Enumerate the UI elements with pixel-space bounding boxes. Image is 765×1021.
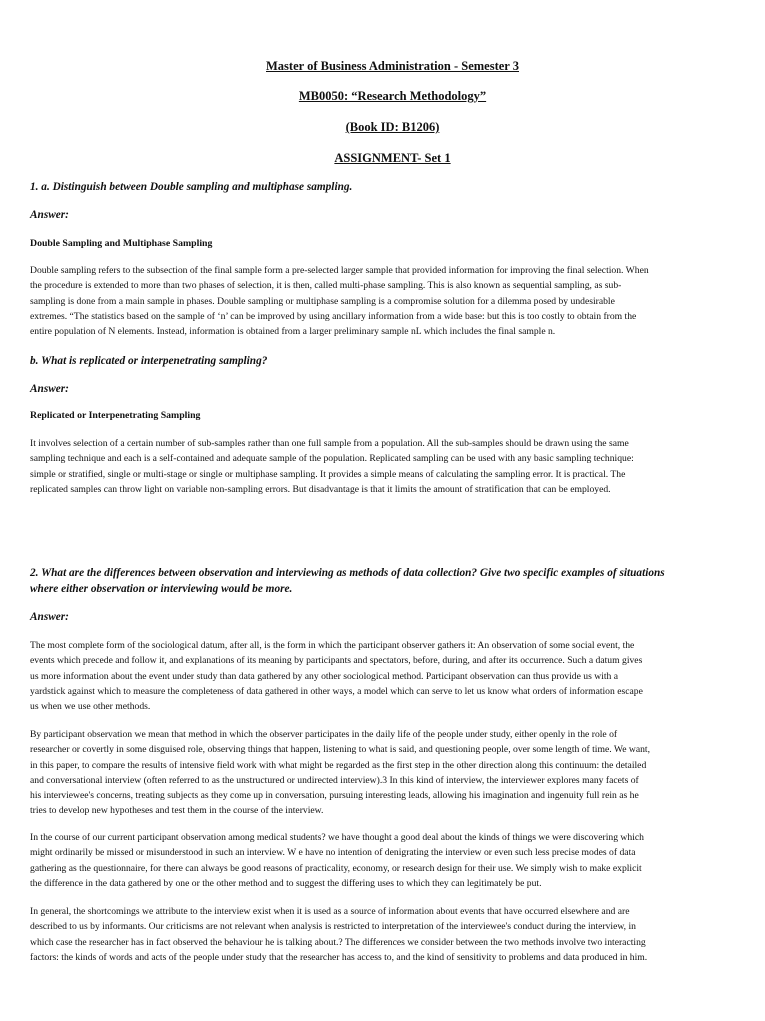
answer-label-1b: Answer: bbox=[30, 383, 69, 395]
paragraph-shortcomings: In general, the shortcomings we attribute to the interview exist when it is used as a source of information about events that have occurred elsewhere and are described to us by informants. Our criticisms are not relevant when analysis is restricted to interpretation of the interviewee's conduct during the interview, in which case the researcher has in fact observed the behaviour he is talking about.? The differences we consider between the two methods involve two interacting factors: the kinds of words and acts of the people under study that the researcher has access to, and the kind of sensitivity to problems and data produced in him. bbox=[30, 906, 648, 963]
answer-label-2: Answer: bbox=[30, 611, 69, 623]
paragraph-medical-students: In the course of our current participant observation among medical students? we have thought a good deal about the kinds of things we were discovering which might ordinarily be missed or misunderstood in such an interview. W e have no intention of denigrating the interview or even such less precise modes of data gathering as the questionnaire, for there can always be good reasons of practicality, economy, or research design for their use. We simply wish to make explicit the difference in the data gathered by one or the other method and to suggest the differing uses to which they can legitimately be put. bbox=[30, 832, 644, 889]
paragraph-participant-observation: The most complete form of the sociological datum, after all, is the form in which the participant observer gathers it: An observation of some social event, the events which precede and follow it, and explanations of its meaning by participants and spectators, before, during, and after its occurrence. Such a datum gives us more information about the event under study than data gathered by any other sociological method. Participant observation can thus provide us with a yardstick against which to measure the completeness of data gathered in other ways, a model which can serve to let us know what orders of information escape us when we use other methods. bbox=[30, 640, 643, 713]
program-title: Master of Business Administration - Semester 3 bbox=[266, 59, 519, 73]
subtitle-replicated-sampling: Replicated or Interpenetrating Sampling bbox=[30, 410, 201, 421]
subtitle-double-sampling: Double Sampling and Multiphase Sampling bbox=[30, 238, 213, 249]
question-2: 2. What are the differences between observation and interviewing as methods of data collection? Give two specific examples of situations where either observation or interviewing would be more. bbox=[30, 567, 665, 595]
assignment-title: ASSIGNMENT- Set 1 bbox=[334, 151, 451, 165]
course-title: MB0050: “Research Methodology” bbox=[298, 89, 487, 103]
paragraph-replicated-sampling: It involves selection of a certain number of sub-samples rather than one full sample from a population. All the sub-samples should be drawn using the same sampling technique and each is a self-contained and adequate sample of the population. Replicated sampling can be used with any basic sampling technique: simple or stratified, single or multi-stage or single or multiphase sampling. It provides a simple means of calculating the sampling error. It is practical. The replicated samples can throw light on variable non-sampling errors. But disadvantage is that it limits the amount of stratification that can be employed. bbox=[30, 438, 634, 495]
paragraph-double-sampling: Double sampling refers to the subsection of the final sample form a pre-selected larger sample that provided information for improving the final selection. When the procedure is extended to more than two phases of selection, it is then, called multi-phase sampling. This is also known as sequential sampling, as sub- sampling is done from a main sample in phases. Double sampling or multiphase sampling is a compromise solution for a dilemma posed by undesirable extremes. “The statistics based on the sample of ‘n’ can be improved by using ancillary information from a wide base: but this is too costly to obtain from the entire population of N elements. Instead, information is obtained from a larger preliminary sample nL which includes the final sample n. bbox=[30, 265, 649, 338]
book-id: (Book ID: B1206) bbox=[345, 120, 440, 134]
answer-label-1a: Answer: bbox=[30, 209, 69, 221]
question-1b: b. What is replicated or interpenetrating sampling? bbox=[30, 355, 268, 367]
paragraph-definition: By participant observation we mean that method in which the observer participates in the daily life of the people under study, either openly in the role of researcher or covertly in some disguised role, observing things that happen, listening to what is said, and questioning people, over some length of time. We want, in this paper, to compare the results of intensive field work with what might be regarded as the first step in the other direction along this continuum: the detailed and conversational interview (often referred to as the unstructured or undirected interview).3 In this kind of interview, the interviewer explores many facets of his interviewee's concerns, treating subjects as they come up in conversation, pursuing interesting leads, allowing his imagination and ingenuity full rein as he tries to develop new hypotheses and test them in the course of the interview. bbox=[30, 729, 650, 817]
question-1a: 1. a. Distinguish between Double sampling and multiphase sampling. bbox=[30, 181, 353, 193]
